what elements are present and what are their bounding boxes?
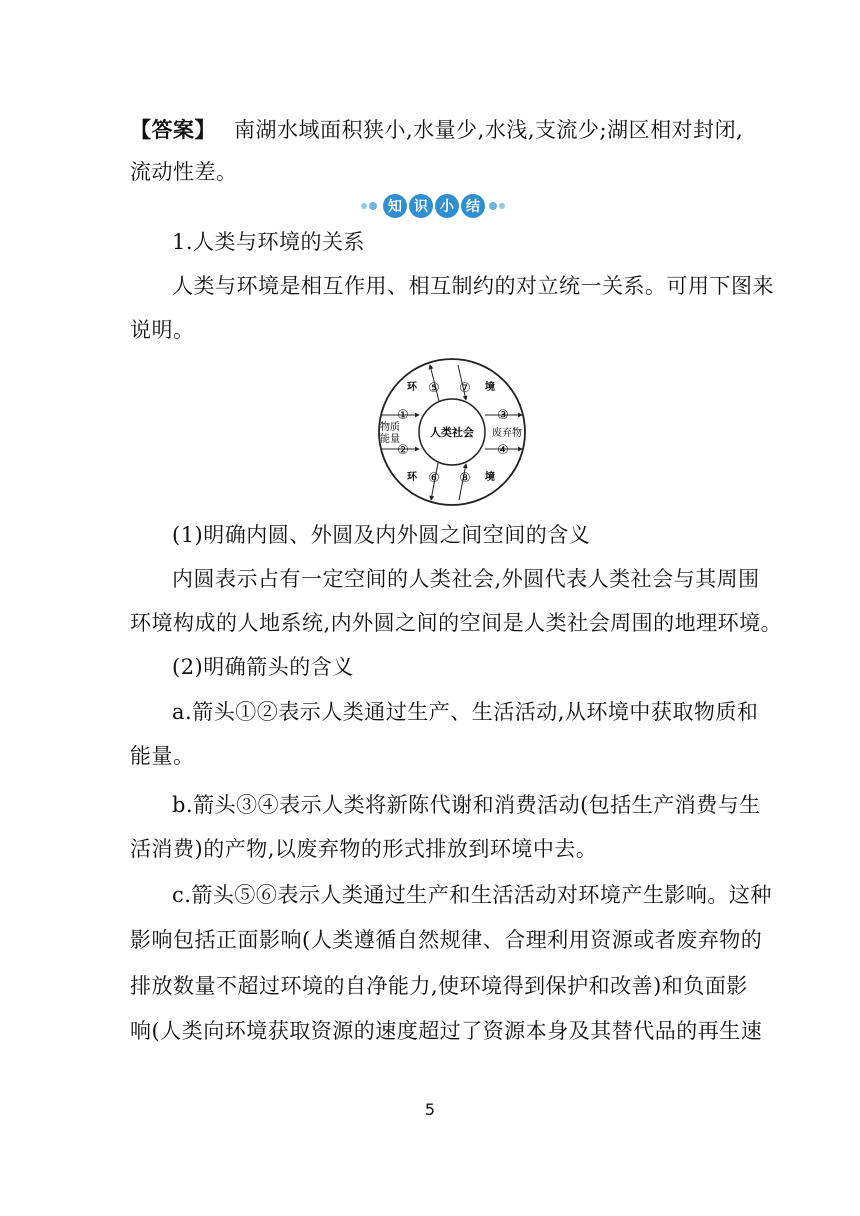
- sub2-title: (2)明确箭头的含义: [172, 655, 354, 679]
- arrow-num-4: ④: [497, 443, 509, 458]
- arrow-num-1: ①: [397, 408, 409, 423]
- env-bottom-left: 环: [407, 472, 417, 483]
- sub2-c-line-4: 响(人类向环境获取资源的速度超过了资源本身及其替代品的再生速: [130, 1019, 763, 1043]
- env-top-right: 境: [485, 382, 495, 393]
- banner-char-1: 知: [388, 199, 402, 215]
- left-label-1: 物质: [380, 422, 400, 433]
- arrow-num-7: ⑦: [459, 381, 471, 396]
- sub2-c-line-3: 排放数量不超过环境的自净能力,使环境得到保护和改善)和负面影: [130, 974, 748, 998]
- arrow-num-6: ⑥: [428, 471, 440, 486]
- section-banner: [360, 192, 506, 220]
- sub2-b-line-2: 活消费)的产物,以废弃物的形式排放到环境中去。: [130, 837, 598, 861]
- arrow-num-5: ⑤: [428, 381, 440, 396]
- intro-line-1: 人类与环境是相互作用、相互制约的对立统一关系。可用下图来: [172, 274, 774, 298]
- answer-line-2: 流动性差。: [130, 160, 238, 184]
- right-label: 废弃物: [492, 428, 522, 439]
- banner-char-2: 识: [414, 199, 428, 215]
- answer-text-1: 南湖水域面积狭小,水量少,水浅,支流少;湖区相对封闭,: [234, 118, 744, 142]
- center-label: 人类社会: [430, 426, 474, 439]
- sub2-a-line-1: a.箭头①②表示人类通过生产、生活活动,从环境中获取物质和: [172, 700, 759, 724]
- sub2-c-line-1: c.箭头⑤⑥表示人类通过生产和生活活动对环境产生影响。这种: [172, 883, 772, 907]
- sub2-c-line-2: 影响包括正面影响(人类遵循自然规律、合理利用资源或者废弃物的: [130, 928, 763, 952]
- answer-label: 【答案】: [130, 117, 216, 142]
- sub1-line-2: 环境构成的人地系统,内外圆之间的空间是人类社会周围的地理环境。: [130, 611, 783, 635]
- left-label-2: 能量: [380, 434, 400, 445]
- intro-line-2: 说明。: [130, 318, 195, 342]
- human-environment-diagram: [372, 357, 532, 507]
- sub1-line-1: 内圆表示占有一定空间的人类社会,外圆代表人类社会与其周围: [172, 567, 760, 591]
- arrow-num-2: ②: [397, 443, 409, 458]
- sub1-title: (1)明确内圆、外圆及内外圆之间空间的含义: [172, 523, 591, 547]
- answer-line-1: [130, 116, 743, 144]
- arrow-num-8: ⑧: [459, 471, 471, 486]
- sub2-b-line-1: b.箭头③④表示人类将新陈代谢和消费活动(包括生产消费与生: [172, 793, 761, 817]
- banner-char-3: 小: [440, 199, 454, 215]
- heading-relationship: 1.人类与环境的关系: [172, 230, 366, 254]
- env-top-left: 环: [407, 382, 417, 393]
- page-number: 5: [424, 1100, 436, 1119]
- arrow-num-3: ③: [497, 408, 509, 423]
- banner-char-4: 结: [466, 199, 480, 215]
- sub2-a-line-2: 能量。: [130, 744, 195, 768]
- env-bottom-right: 境: [485, 472, 495, 483]
